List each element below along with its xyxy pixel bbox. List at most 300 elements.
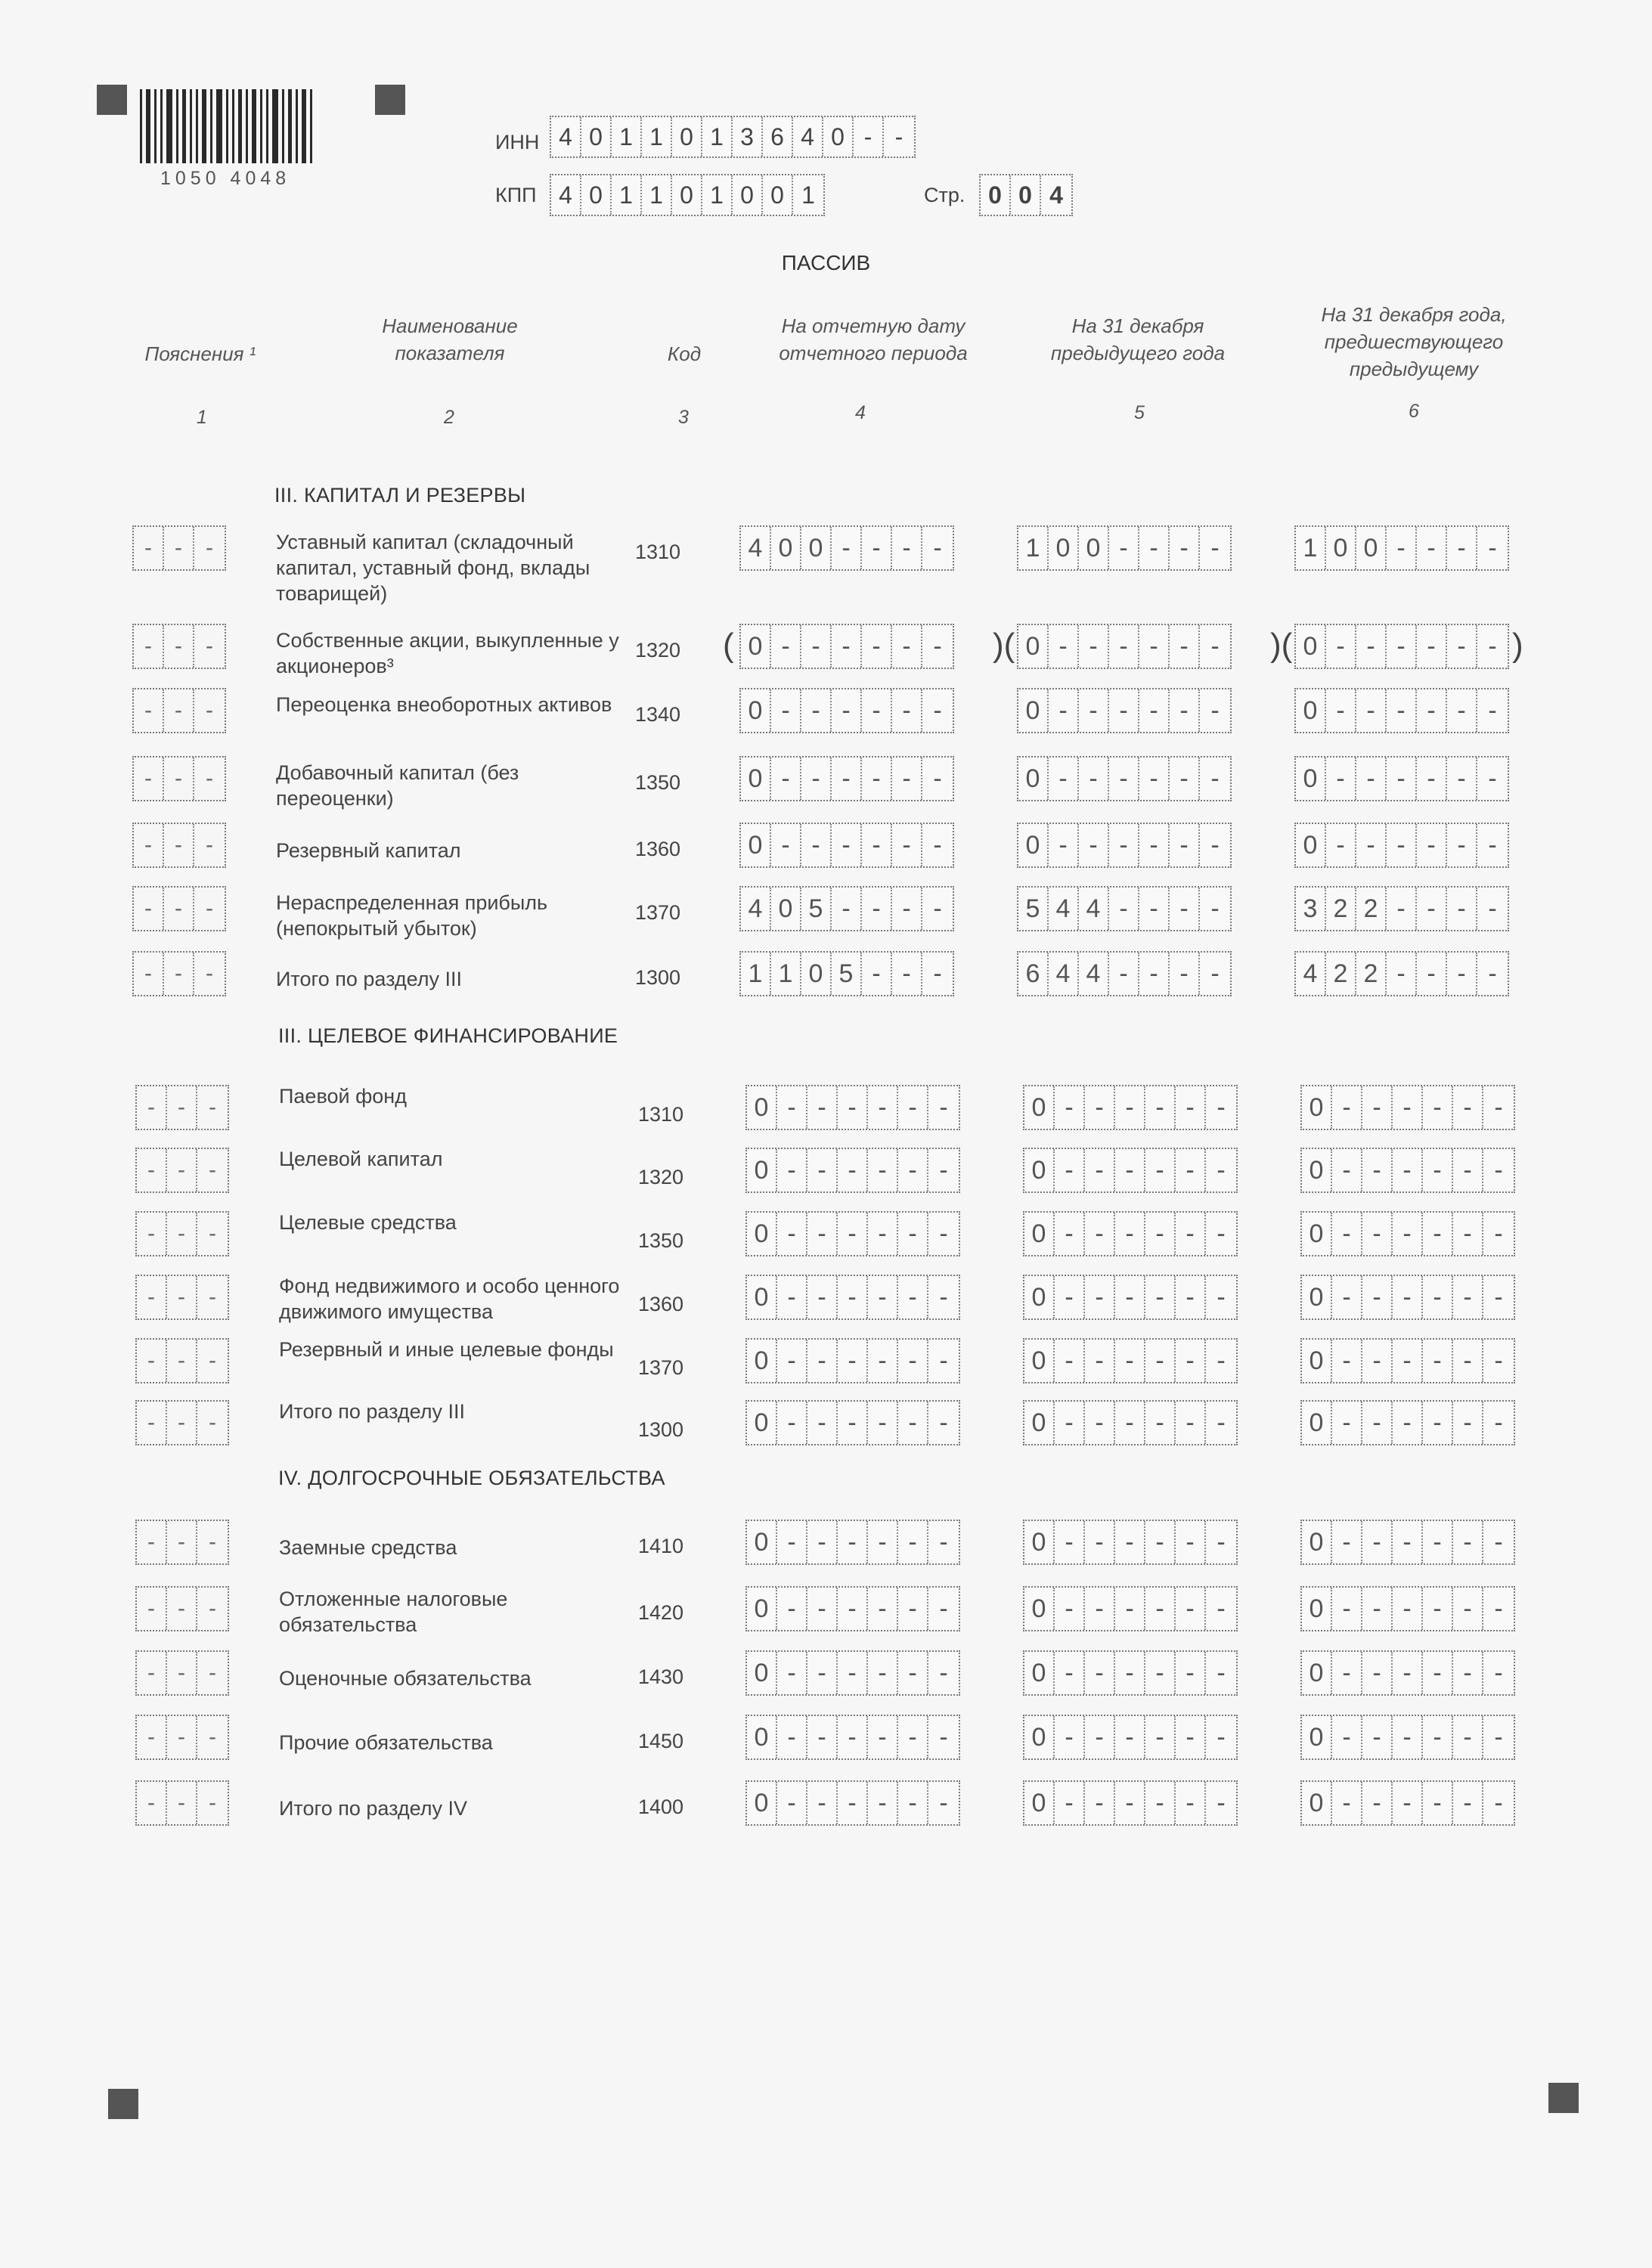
value-cell[interactable]: - (1217, 1594, 1226, 1623)
explanation-cell[interactable]: - (209, 1596, 216, 1621)
value-cell[interactable]: - (1085, 1782, 1115, 1824)
explanation-cell[interactable]: - (206, 832, 213, 857)
value-cell[interactable]: - (1332, 1213, 1362, 1255)
value-field-col6[interactable] (1300, 1275, 1515, 1320)
value-cell[interactable]: - (1115, 1340, 1145, 1382)
value-cell[interactable]: - (939, 1093, 948, 1122)
explanation-cell[interactable]: - (137, 1149, 167, 1191)
value-cell[interactable]: 0 (747, 1402, 777, 1444)
explanation-cell[interactable]: - (206, 896, 213, 921)
value-cell[interactable]: - (1145, 1652, 1176, 1694)
value-field-col5[interactable] (1017, 525, 1232, 571)
value-cell[interactable]: - (777, 1149, 807, 1191)
page-number-cell[interactable]: 0 (1011, 175, 1041, 215)
value-cell[interactable]: - (862, 953, 892, 995)
value-cell[interactable]: - (1145, 1276, 1176, 1318)
value-cell[interactable]: - (1109, 758, 1139, 800)
value-field-col4[interactable] (739, 624, 954, 669)
value-cell[interactable]: - (1453, 1149, 1483, 1191)
value-cell[interactable]: - (1109, 527, 1139, 569)
value-cell[interactable]: - (1453, 1716, 1483, 1758)
value-cell[interactable]: - (771, 824, 801, 866)
explanation-field[interactable] (135, 1780, 229, 1826)
value-cell[interactable]: - (1055, 1086, 1085, 1129)
value-cell[interactable]: - (1417, 625, 1447, 668)
value-cell[interactable]: - (898, 1588, 928, 1630)
explanation-cell[interactable]: - (209, 1529, 216, 1554)
value-cell[interactable]: 0 (1024, 1340, 1055, 1382)
value-cell[interactable]: - (1079, 824, 1109, 866)
value-cell[interactable]: 0 (747, 1588, 777, 1630)
explanation-cell[interactable]: - (137, 1276, 167, 1318)
value-cell[interactable]: - (1453, 1340, 1483, 1382)
value-cell[interactable]: - (1176, 1521, 1206, 1563)
value-cell[interactable]: 0 (741, 689, 771, 732)
value-cell[interactable]: - (868, 1340, 898, 1382)
value-field-col5[interactable] (1023, 1275, 1238, 1320)
value-cell[interactable]: - (1387, 689, 1417, 732)
value-cell[interactable]: 0 (1024, 1782, 1055, 1824)
value-cell[interactable]: - (1085, 1716, 1115, 1758)
value-cell[interactable]: - (892, 953, 922, 995)
value-cell[interactable]: 0 (1024, 1521, 1055, 1563)
value-cell[interactable]: - (1488, 894, 1497, 923)
value-cell[interactable]: 0 (1302, 1276, 1332, 1318)
value-cell[interactable]: - (1393, 1716, 1423, 1758)
value-cell[interactable]: - (1488, 632, 1497, 661)
value-cell[interactable]: - (1170, 625, 1200, 668)
value-cell[interactable]: - (1393, 1276, 1423, 1318)
value-field-col5[interactable] (1017, 823, 1232, 868)
explanation-cell[interactable]: - (137, 1086, 167, 1129)
inn-cell[interactable]: - (894, 123, 903, 150)
kpp-cell[interactable]: 0 (763, 175, 793, 215)
value-cell[interactable]: 0 (1018, 824, 1049, 866)
value-cell[interactable]: - (1387, 888, 1417, 930)
value-cell[interactable]: - (1217, 1283, 1226, 1312)
explanation-field[interactable] (132, 688, 226, 733)
explanation-cell[interactable]: - (209, 1790, 216, 1815)
value-cell[interactable]: - (933, 764, 942, 793)
value-field-col6[interactable] (1294, 951, 1509, 996)
value-cell[interactable]: 0 (1024, 1276, 1055, 1318)
value-cell[interactable]: - (933, 959, 942, 988)
explanation-cell[interactable]: - (167, 1716, 197, 1758)
value-cell[interactable]: - (939, 1408, 948, 1437)
value-cell[interactable]: - (1115, 1782, 1145, 1824)
value-cell[interactable]: - (868, 1716, 898, 1758)
value-cell[interactable]: - (1217, 1156, 1226, 1185)
value-cell[interactable]: 0 (741, 625, 771, 668)
value-cell[interactable]: 4 (1079, 953, 1109, 995)
value-cell[interactable]: - (1210, 959, 1220, 988)
value-cell[interactable]: - (777, 1782, 807, 1824)
value-cell[interactable]: - (1387, 953, 1417, 995)
explanation-cell[interactable]: - (164, 527, 194, 569)
value-cell[interactable]: - (1417, 527, 1447, 569)
value-field-col4[interactable] (745, 1400, 960, 1445)
value-cell[interactable]: 4 (1296, 953, 1326, 995)
value-field-col6[interactable] (1294, 886, 1509, 931)
value-cell[interactable]: - (838, 1276, 868, 1318)
value-cell[interactable]: - (1488, 959, 1497, 988)
value-cell[interactable]: 1 (1296, 527, 1326, 569)
value-cell[interactable]: 0 (771, 527, 801, 569)
value-cell[interactable]: - (1494, 1346, 1503, 1375)
value-cell[interactable]: 0 (1302, 1149, 1332, 1191)
value-cell[interactable]: - (1423, 1149, 1453, 1191)
inn-cell[interactable]: 0 (672, 117, 702, 156)
value-cell[interactable]: - (1393, 1340, 1423, 1382)
value-cell[interactable]: - (1085, 1521, 1115, 1563)
value-field-col4[interactable] (739, 688, 954, 733)
value-cell[interactable]: - (807, 1213, 838, 1255)
inn-cell[interactable]: 1 (642, 117, 672, 156)
value-cell[interactable]: - (939, 1594, 948, 1623)
value-field-col4[interactable] (739, 823, 954, 868)
value-cell[interactable]: - (1217, 1789, 1226, 1817)
value-cell[interactable]: - (1488, 831, 1497, 860)
value-cell[interactable]: - (1055, 1588, 1085, 1630)
explanation-field[interactable] (135, 1400, 229, 1445)
value-cell[interactable]: - (1488, 696, 1497, 725)
value-cell[interactable]: 0 (1302, 1652, 1332, 1694)
value-cell[interactable]: - (1176, 1782, 1206, 1824)
value-cell[interactable]: - (1170, 689, 1200, 732)
value-cell[interactable]: - (1417, 888, 1447, 930)
explanation-cell[interactable]: - (164, 953, 194, 995)
value-cell[interactable]: - (1139, 888, 1170, 930)
value-field-col4[interactable] (745, 1085, 960, 1130)
value-cell[interactable]: - (1488, 534, 1497, 562)
value-cell[interactable]: - (1362, 1652, 1393, 1694)
value-cell[interactable]: - (1393, 1652, 1423, 1694)
value-cell[interactable]: - (1332, 1521, 1362, 1563)
value-cell[interactable]: - (1085, 1213, 1115, 1255)
value-cell[interactable]: - (1387, 824, 1417, 866)
value-cell[interactable]: - (1326, 824, 1356, 866)
value-cell[interactable]: 0 (1296, 689, 1326, 732)
value-cell[interactable]: - (1217, 1219, 1226, 1248)
value-cell[interactable]: - (868, 1086, 898, 1129)
value-cell[interactable]: - (777, 1086, 807, 1129)
explanation-field[interactable] (135, 1338, 229, 1383)
value-cell[interactable]: - (1423, 1588, 1453, 1630)
value-cell[interactable]: - (933, 534, 942, 562)
explanation-cell[interactable]: - (134, 824, 164, 866)
value-cell[interactable]: 0 (1302, 1716, 1332, 1758)
value-field-col5[interactable] (1017, 886, 1232, 931)
value-cell[interactable]: - (1332, 1086, 1362, 1129)
value-cell[interactable]: - (1079, 625, 1109, 668)
value-cell[interactable]: - (1393, 1588, 1423, 1630)
value-cell[interactable]: - (1453, 1213, 1483, 1255)
explanation-cell[interactable]: - (134, 527, 164, 569)
value-field-col6[interactable] (1300, 1715, 1515, 1760)
value-cell[interactable]: 0 (1018, 758, 1049, 800)
value-cell[interactable]: - (1176, 1149, 1206, 1191)
value-cell[interactable]: - (939, 1528, 948, 1557)
value-cell[interactable]: - (1393, 1402, 1423, 1444)
value-cell[interactable]: - (1362, 1782, 1393, 1824)
explanation-cell[interactable]: - (167, 1213, 197, 1255)
value-cell[interactable]: - (832, 888, 862, 930)
value-cell[interactable]: - (1417, 824, 1447, 866)
value-cell[interactable]: - (1387, 527, 1417, 569)
value-field-col4[interactable] (745, 1650, 960, 1696)
value-cell[interactable]: - (1356, 758, 1387, 800)
explanation-cell[interactable]: - (206, 766, 213, 791)
value-cell[interactable]: - (838, 1213, 868, 1255)
value-cell[interactable]: - (1417, 758, 1447, 800)
value-cell[interactable]: 0 (747, 1716, 777, 1758)
value-cell[interactable]: - (801, 824, 832, 866)
value-cell[interactable]: - (1085, 1340, 1115, 1382)
value-cell[interactable]: - (1494, 1156, 1503, 1185)
value-cell[interactable]: - (1393, 1213, 1423, 1255)
value-cell[interactable]: 4 (741, 527, 771, 569)
kpp-cell[interactable]: 0 (733, 175, 763, 215)
value-cell[interactable]: - (898, 1716, 928, 1758)
value-cell[interactable]: - (862, 888, 892, 930)
explanation-cell[interactable]: - (137, 1588, 167, 1630)
value-cell[interactable]: - (1362, 1149, 1393, 1191)
value-cell[interactable]: 0 (1302, 1782, 1332, 1824)
value-cell[interactable]: - (939, 1156, 948, 1185)
value-cell[interactable]: - (1115, 1521, 1145, 1563)
value-cell[interactable]: - (1055, 1340, 1085, 1382)
value-cell[interactable]: - (832, 758, 862, 800)
value-field-col5[interactable] (1023, 1085, 1238, 1130)
value-cell[interactable]: 1 (771, 953, 801, 995)
explanation-field[interactable] (135, 1520, 229, 1565)
value-cell[interactable]: 0 (747, 1149, 777, 1191)
value-field-col4[interactable] (739, 886, 954, 931)
value-cell[interactable]: 0 (1302, 1402, 1332, 1444)
value-cell[interactable]: - (832, 625, 862, 668)
value-cell[interactable]: 0 (1296, 824, 1326, 866)
value-field-col5[interactable] (1023, 1520, 1238, 1565)
value-cell[interactable]: - (1055, 1716, 1085, 1758)
explanation-cell[interactable]: - (209, 1284, 216, 1309)
value-field-col5[interactable] (1023, 1400, 1238, 1445)
value-field-col6[interactable] (1300, 1211, 1515, 1256)
value-cell[interactable]: - (807, 1652, 838, 1694)
value-cell[interactable]: - (868, 1276, 898, 1318)
value-cell[interactable]: - (1217, 1408, 1226, 1437)
value-cell[interactable]: - (1494, 1283, 1503, 1312)
explanation-cell[interactable]: - (164, 625, 194, 668)
value-cell[interactable]: - (1494, 1659, 1503, 1687)
value-cell[interactable]: - (1085, 1402, 1115, 1444)
value-cell[interactable]: - (801, 689, 832, 732)
value-cell[interactable]: - (777, 1340, 807, 1382)
value-cell[interactable]: - (1387, 758, 1417, 800)
value-field-col5[interactable] (1017, 688, 1232, 733)
value-cell[interactable]: - (1326, 689, 1356, 732)
value-field-col5[interactable] (1023, 1715, 1238, 1760)
value-cell[interactable]: - (1139, 758, 1170, 800)
value-field-col5[interactable] (1017, 756, 1232, 801)
explanation-cell[interactable]: - (209, 1157, 216, 1182)
explanation-field[interactable] (132, 624, 226, 669)
value-cell[interactable]: - (1494, 1093, 1503, 1122)
inn-cell[interactable]: 6 (763, 117, 793, 156)
value-field-col5[interactable] (1023, 1211, 1238, 1256)
value-cell[interactable]: - (807, 1588, 838, 1630)
value-cell[interactable]: - (933, 831, 942, 860)
value-field-col4[interactable] (745, 1520, 960, 1565)
value-cell[interactable]: 0 (1302, 1588, 1332, 1630)
value-field-col6[interactable] (1300, 1338, 1515, 1383)
value-cell[interactable]: - (1176, 1716, 1206, 1758)
value-cell[interactable]: - (939, 1723, 948, 1752)
value-cell[interactable]: - (898, 1402, 928, 1444)
value-cell[interactable]: - (862, 758, 892, 800)
value-cell[interactable]: - (777, 1402, 807, 1444)
value-cell[interactable]: - (1115, 1588, 1145, 1630)
value-cell[interactable]: - (838, 1402, 868, 1444)
value-cell[interactable]: - (1362, 1340, 1393, 1382)
value-cell[interactable]: - (777, 1521, 807, 1563)
value-cell[interactable]: 0 (747, 1276, 777, 1318)
value-cell[interactable]: - (1494, 1723, 1503, 1752)
value-cell[interactable]: - (1332, 1149, 1362, 1191)
value-cell[interactable]: - (1217, 1723, 1226, 1752)
explanation-cell[interactable]: - (167, 1652, 197, 1694)
value-cell[interactable]: 5 (1018, 888, 1049, 930)
value-cell[interactable]: - (939, 1346, 948, 1375)
kpp-cell[interactable]: 0 (581, 175, 612, 215)
value-cell[interactable]: - (1417, 689, 1447, 732)
value-cell[interactable]: - (1055, 1213, 1085, 1255)
explanation-field[interactable] (135, 1275, 229, 1320)
explanation-cell[interactable]: - (206, 535, 213, 560)
value-cell[interactable]: - (1447, 953, 1477, 995)
value-cell[interactable]: - (1115, 1086, 1145, 1129)
value-cell[interactable]: - (1049, 625, 1079, 668)
explanation-cell[interactable]: - (134, 953, 164, 995)
value-cell[interactable]: - (1423, 1402, 1453, 1444)
value-cell[interactable]: - (1139, 689, 1170, 732)
value-cell[interactable]: - (771, 625, 801, 668)
value-cell[interactable]: - (1170, 824, 1200, 866)
explanation-field[interactable] (135, 1211, 229, 1256)
value-cell[interactable]: - (1085, 1086, 1115, 1129)
value-cell[interactable]: - (1170, 758, 1200, 800)
value-cell[interactable]: 2 (1356, 953, 1387, 995)
explanation-cell[interactable]: - (167, 1340, 197, 1382)
value-field-col6[interactable] (1294, 688, 1509, 733)
value-cell[interactable]: 0 (747, 1086, 777, 1129)
value-cell[interactable]: - (807, 1149, 838, 1191)
value-field-col6[interactable] (1294, 756, 1509, 801)
inn-cell[interactable]: 4 (793, 117, 823, 156)
value-cell[interactable]: - (1055, 1149, 1085, 1191)
value-cell[interactable]: - (1085, 1149, 1115, 1191)
value-cell[interactable]: - (807, 1086, 838, 1129)
value-cell[interactable]: 0 (1302, 1213, 1332, 1255)
value-cell[interactable]: - (1332, 1276, 1362, 1318)
explanation-cell[interactable]: - (134, 689, 164, 732)
value-cell[interactable]: - (1453, 1402, 1483, 1444)
value-cell[interactable]: - (1488, 764, 1497, 793)
value-cell[interactable]: 0 (741, 758, 771, 800)
value-cell[interactable]: - (1393, 1149, 1423, 1191)
value-cell[interactable]: - (1453, 1652, 1483, 1694)
value-cell[interactable]: - (1049, 758, 1079, 800)
value-cell[interactable]: - (1210, 534, 1220, 562)
value-cell[interactable]: - (1139, 824, 1170, 866)
value-cell[interactable]: - (1115, 1652, 1145, 1694)
value-cell[interactable]: - (868, 1652, 898, 1694)
value-cell[interactable]: 0 (747, 1652, 777, 1694)
value-cell[interactable]: - (801, 625, 832, 668)
value-cell[interactable]: - (1176, 1213, 1206, 1255)
value-cell[interactable]: - (1176, 1402, 1206, 1444)
value-field-col4[interactable] (745, 1275, 960, 1320)
explanation-cell[interactable]: - (167, 1276, 197, 1318)
value-cell[interactable]: 0 (1296, 625, 1326, 668)
value-field-col4[interactable] (739, 756, 954, 801)
value-cell[interactable]: 0 (1302, 1340, 1332, 1382)
value-cell[interactable]: - (1170, 527, 1200, 569)
value-cell[interactable]: - (1423, 1086, 1453, 1129)
value-cell[interactable]: - (801, 758, 832, 800)
value-cell[interactable]: - (1085, 1652, 1115, 1694)
value-cell[interactable]: 0 (1356, 527, 1387, 569)
value-cell[interactable]: - (1176, 1588, 1206, 1630)
value-cell[interactable]: - (1085, 1276, 1115, 1318)
value-cell[interactable]: - (832, 824, 862, 866)
value-cell[interactable]: - (1145, 1782, 1176, 1824)
kpp-cell[interactable]: 1 (642, 175, 672, 215)
value-field-col6[interactable] (1300, 1085, 1515, 1130)
value-cell[interactable]: 1 (1018, 527, 1049, 569)
explanation-cell[interactable]: - (209, 1348, 216, 1373)
kpp-cell[interactable]: 4 (551, 175, 581, 215)
value-cell[interactable]: - (898, 1213, 928, 1255)
value-cell[interactable]: 0 (747, 1213, 777, 1255)
value-cell[interactable]: - (868, 1149, 898, 1191)
value-cell[interactable]: - (1362, 1086, 1393, 1129)
value-cell[interactable]: - (1145, 1402, 1176, 1444)
value-cell[interactable]: 0 (1018, 625, 1049, 668)
value-cell[interactable]: - (939, 1219, 948, 1248)
value-field-col5[interactable] (1023, 1586, 1238, 1631)
explanation-cell[interactable]: - (206, 634, 213, 658)
explanation-cell[interactable]: - (134, 625, 164, 668)
explanation-field[interactable] (135, 1085, 229, 1130)
value-cell[interactable]: 0 (801, 953, 832, 995)
explanation-cell[interactable]: - (209, 1221, 216, 1246)
value-cell[interactable]: - (1079, 758, 1109, 800)
value-cell[interactable]: - (1176, 1086, 1206, 1129)
value-cell[interactable]: - (898, 1340, 928, 1382)
value-cell[interactable]: - (777, 1276, 807, 1318)
page-number-cell[interactable]: 4 (1049, 181, 1063, 209)
value-cell[interactable]: - (1109, 953, 1139, 995)
explanation-cell[interactable]: - (137, 1521, 167, 1563)
value-cell[interactable]: - (892, 758, 922, 800)
value-cell[interactable]: - (838, 1521, 868, 1563)
value-cell[interactable]: - (807, 1521, 838, 1563)
explanation-cell[interactable]: - (209, 1660, 216, 1685)
value-field-col4[interactable] (745, 1211, 960, 1256)
explanation-cell[interactable]: - (167, 1086, 197, 1129)
value-cell[interactable]: - (1447, 824, 1477, 866)
value-field-col6[interactable] (1300, 1586, 1515, 1631)
